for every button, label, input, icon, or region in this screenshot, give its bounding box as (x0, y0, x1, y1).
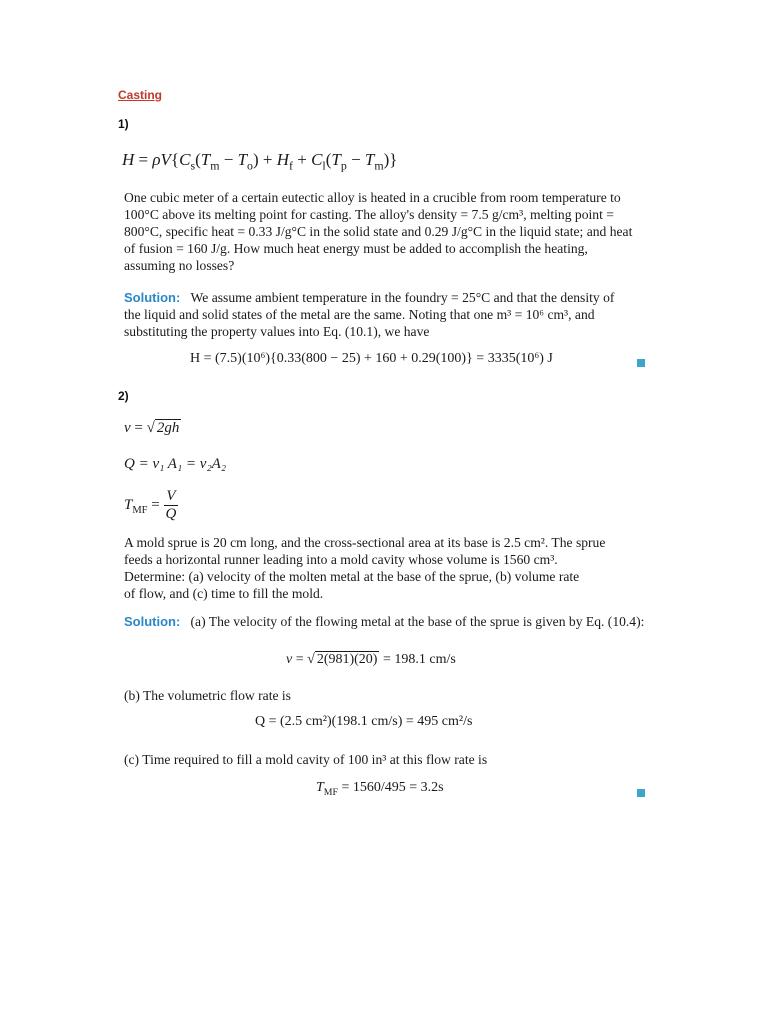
solution-2-line (124, 613, 650, 630)
solution-1-line: substituting the property values into Eq. (10.1), we have (124, 324, 430, 339)
velocity-formula: v = √ 2gh (124, 420, 180, 436)
end-marker-2 (637, 789, 645, 797)
solution-1 (124, 289, 650, 340)
solution-1-line: the liquid and solid states of the metal are the same. Noting that one m³ = 10⁶ cm³, and (124, 307, 595, 322)
problem-1-text (124, 189, 650, 274)
result-2a: v = √ 2(981)(20) = 198.1 cm/s (286, 652, 456, 667)
problem-2-line: of flow, and (c) time to fill the mold. (124, 586, 324, 601)
solution-1-line-text: We assume ambient temperature in the foundry = 25°C and that the density of (190, 290, 615, 305)
problem-1-line: assuming no losses? (124, 258, 235, 273)
end-marker-1 (637, 359, 645, 367)
question-2-number: 2) (118, 389, 129, 403)
result-2b: Q = (2.5 cm²)(198.1 cm/s) = 495 cm²/s (255, 714, 473, 729)
problem-1-line: One cubic meter of a certain eutectic alloy is heated in a crucible from room temperature to (124, 190, 621, 205)
result-1: H = (7.5)(10⁶){0.33(800 − 25) + 160 + 0.29(100)} = 3335(10⁶) J (190, 351, 553, 366)
problem-1-line: of fusion = 160 J/g. How much heat energy must be added to accomplish the heating, (124, 241, 588, 256)
fill-time-formula: $T_{MF}$ = $\frac{V}{Q}$ (124, 488, 177, 522)
problem-2-text (124, 534, 650, 602)
question-1-number: 1) (118, 117, 129, 131)
problem-1-line: 800°C, specific heat = 0.33 J/g°C in the solid state and 0.29 J/g°C in the liquid state; and heat (124, 224, 633, 239)
solution-1-line (124, 289, 650, 306)
solution-2 (124, 613, 650, 630)
solution-2-line-text: (a) The velocity of the flowing metal at the base of the sprue is given by Eq. (10.4): (190, 614, 645, 629)
solution-2-label: Solution: (124, 614, 181, 629)
flow-rate-formula: Q = v₁ A₁ = v₂A₂ (124, 456, 227, 472)
fill-time-fraction: $\frac{V}{Q}$ (165, 488, 177, 522)
problem-2-line: Determine: (a) velocity of the molten metal at the base of the sprue, (b) volume rate (124, 569, 580, 584)
solution-1-label: Solution: (124, 290, 181, 305)
problem-2-line: A mold sprue is 20 cm long, and the cross-sectional area at its base is 2.5 cm². The sprue (124, 535, 606, 550)
heat-formula: $H = \rho V\{C_s(T_m - T_o) + H_f + C_l(T_p - T_m)\}$ (122, 150, 398, 173)
result-2c: $T_{MF} = 1560/495 = 3.2s$ (316, 780, 444, 798)
problem-2-line: feeds a horizontal runner leading into a mold cavity whose volume is 1560 cm³. (124, 552, 558, 567)
part-c-text: (c) Time required to fill a mold cavity of 100 in³ at this flow rate is (124, 752, 488, 767)
problem-1-line: 100°C above its melting point for casting. The alloy's density = 7.5 g/cm³, melting point = (124, 207, 614, 222)
section-title: Casting (118, 88, 163, 102)
part-b-text: (b) The volumetric flow rate is (124, 688, 291, 703)
